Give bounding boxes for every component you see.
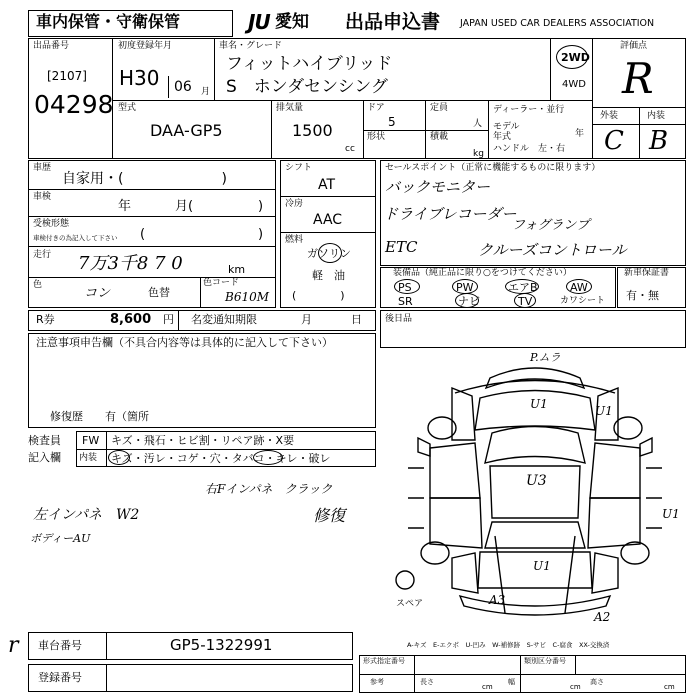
org-name: 愛知 [275, 12, 309, 32]
repair-history: 修復歴 有（箇所 [50, 410, 149, 423]
inspector-note-4: ボディーAU [30, 532, 91, 545]
fuel-diesel: 軽 油 [312, 269, 345, 282]
shift-value: AT [318, 177, 336, 193]
spec-dim-height: 高さ [590, 678, 604, 686]
registration-label: 登録番号 [38, 671, 82, 684]
warranty-label: 新車保証書 [624, 268, 670, 278]
fuel-gas-circle [318, 243, 342, 263]
first-reg-era-year: H30 [119, 66, 160, 90]
lot-label: 出品番号 [33, 41, 70, 51]
displacement-unit: cc [345, 144, 355, 154]
spec-unit-3: cm [664, 683, 675, 691]
equip-aw: AW [570, 281, 588, 294]
tax-label: 名変通知期限 [191, 313, 257, 326]
spec-label-1: 形式指定番号 [363, 657, 405, 665]
sales-point-4: ETC [385, 238, 418, 256]
mileage-label: 走行 [33, 250, 52, 260]
model-year-unit: 年 [575, 129, 585, 139]
diagram-mark-8: U1 [662, 507, 680, 521]
checker-label-2: 記入欄 [28, 451, 61, 464]
sales-point-3: フォグランプ [512, 218, 590, 233]
eval-ext: C [604, 126, 624, 156]
ac-label: 冷房 [285, 199, 304, 209]
equip-tv: TV [518, 295, 533, 308]
capacity-unit: 人 [473, 119, 483, 129]
inspector-note-3: 修復 [313, 506, 346, 525]
checker-int-label: 内装 [79, 453, 98, 463]
lot-bracket: [2107] [47, 69, 87, 83]
eval-int-label: 内装 [647, 111, 666, 121]
spec-row-label: 参考 [370, 678, 384, 686]
storage-flag-text: 車内保管・守衛保管 [36, 12, 181, 31]
fuel-gas: ガソリン [307, 247, 351, 260]
equip-airbag: エアB [508, 281, 538, 294]
displacement-value: 1500 [292, 121, 333, 140]
eval-int: B [649, 126, 669, 156]
inspection-month: 月( [175, 199, 194, 214]
diagram-mark-1: P.ムラ [530, 351, 561, 364]
mileage-value: 7万3千8 7 0 [78, 253, 183, 274]
acceptance-label: 受検形態 [33, 219, 70, 229]
ac-value: AAC [313, 212, 343, 228]
damage-legend: A-キズ E-エクボ U-凹み W-補修跡 S-サビ C-腐食 XX-交換済 [407, 641, 610, 649]
diagram-mark-4: U3 [526, 473, 547, 489]
drive-4wd: 4WD [562, 79, 586, 90]
color-label: 色 [33, 280, 43, 290]
tax-day: 日 [351, 313, 362, 326]
color-code-value: B610M [225, 290, 270, 304]
equip-pw: PW [456, 281, 474, 294]
model-label: 型式 [118, 103, 137, 113]
car-name-line2: S ホンダセンシング [226, 77, 388, 97]
inspector-note-1: 右Fインパネ クラック [205, 482, 333, 496]
color-code-label: 色コード [203, 278, 240, 288]
diagram-mark-7: A2 [594, 610, 611, 624]
shift-label: シフト [285, 163, 313, 173]
inspection-close: ) [258, 199, 264, 214]
ticket-value: 8,600 [110, 312, 152, 327]
acceptance-open: ( [140, 227, 146, 242]
usage-value: 自家用・( ) [62, 171, 227, 187]
checker-int-items: キズ・汚レ・コゲ・穴・タバコ・キレ・破レ [111, 452, 331, 465]
equip-sr: SR [398, 295, 413, 308]
ticket-label: R券 [36, 313, 55, 326]
load-label: 積載 [430, 132, 449, 142]
chassis-label: 車台番号 [38, 639, 82, 652]
equip-tv-circle [514, 293, 536, 308]
acceptance-close: ) [258, 227, 264, 242]
inspection-year: 年 [118, 199, 132, 214]
spec-unit-1: cm [482, 683, 493, 691]
diagram-mark-6: A3 [489, 593, 506, 607]
lot-number: 04298 [34, 90, 114, 119]
shape-label: 形状 [367, 132, 386, 142]
eval-ext-label: 外装 [600, 111, 619, 121]
diagram-mark-5: U1 [533, 559, 551, 573]
chassis-value: GP5-1322991 [170, 636, 273, 654]
sales-point-2: ドライブレコーダー [383, 205, 517, 223]
checker-label-1: 検査員 [28, 434, 61, 447]
warranty-value: 有・無 [626, 289, 659, 302]
equip-aw-circle [566, 279, 592, 294]
spec-dim-length: 長さ [420, 678, 434, 686]
doors-label: ドア [367, 103, 385, 113]
inspector-note-2: 左インパネ W2 [33, 507, 140, 523]
model-year-label: モデル年式 [493, 122, 520, 142]
first-reg-label: 初度登録年月 [118, 41, 173, 51]
dealer-label: ディーラー・並行 [493, 105, 565, 115]
checker-fw-label: FW [82, 434, 100, 447]
equip-ps: PS [398, 281, 412, 294]
spec-label-2: 類別区分番号 [524, 657, 566, 665]
eval-grade: R [622, 54, 654, 103]
checker-fw-items: キズ・飛石・ヒビ割・リペア跡・X要 [111, 434, 295, 447]
drive-2wd-circle [556, 45, 588, 69]
car-diagram [380, 348, 686, 632]
int-tobacco-circle [253, 450, 283, 465]
model-value: DAA-GP5 [150, 121, 223, 140]
tax-month: 月 [301, 313, 312, 326]
equip-navi-circle [455, 293, 479, 308]
load-unit: kg [473, 149, 484, 159]
fuel-paren: ( ) [292, 289, 345, 302]
first-reg-month: 06 [174, 79, 192, 95]
int-scratch-circle [108, 450, 130, 465]
car-name-label: 車名・グレード [219, 41, 283, 51]
eval-label: 評価点 [620, 41, 648, 51]
displacement-label: 排気量 [276, 103, 304, 113]
color-value: コン [84, 286, 111, 301]
association-name: JAPAN USED CAR DEALERS ASSOCIATION [460, 18, 655, 29]
spec-unit-2: cm [570, 683, 581, 691]
diagram-mark-3: U1 [595, 404, 613, 418]
repaint-label: 色替 [148, 286, 170, 299]
equip-ps-circle [394, 279, 420, 294]
inspection-label: 車検 [33, 192, 52, 202]
first-reg-month-unit: 月 [201, 87, 211, 97]
ticket-unit: 円 [163, 313, 174, 326]
notes-label: 注意事項申告欄（不具合内容等は具体的に記入して下さい） [36, 336, 333, 349]
car-name-line1: フィットハイブリッド [226, 54, 393, 74]
doors-value: 5 [388, 115, 396, 129]
diagram-mark-2: U1 [530, 397, 548, 411]
equip-seat: カワシート [560, 296, 606, 306]
sales-points-label: セールスポイント（正常に機能するものに限ります） [385, 163, 601, 173]
capacity-label: 定員 [430, 103, 449, 113]
acceptance-note: 車検付きの為記入して下さい [33, 234, 118, 242]
ju-logo: JU [248, 10, 270, 34]
mileage-unit: km [228, 263, 246, 276]
equipment-label: 装備品（純正品に限り○をつけてください） [393, 268, 572, 278]
spec-dim-width: 幅 [508, 678, 515, 686]
sales-point-1: バックモニター [385, 178, 491, 196]
equip-pw-circle [452, 279, 478, 294]
spare-label: スペア [396, 599, 424, 609]
corner-mark: r [8, 633, 19, 658]
sales-point-5: クルーズコントロール [478, 241, 627, 259]
rear-box [380, 310, 686, 348]
rear-label: 後日品 [385, 314, 413, 324]
fuel-label: 燃料 [285, 235, 304, 245]
handle-label: ハンドル 左・右 [493, 144, 566, 154]
drive-2wd: 2WD [561, 51, 590, 64]
equip-navi: ナビ [458, 295, 480, 308]
equip-airbag-circle [505, 279, 539, 294]
form-title: 出品申込書 [345, 11, 441, 33]
usage-label: 車歴 [33, 163, 52, 173]
